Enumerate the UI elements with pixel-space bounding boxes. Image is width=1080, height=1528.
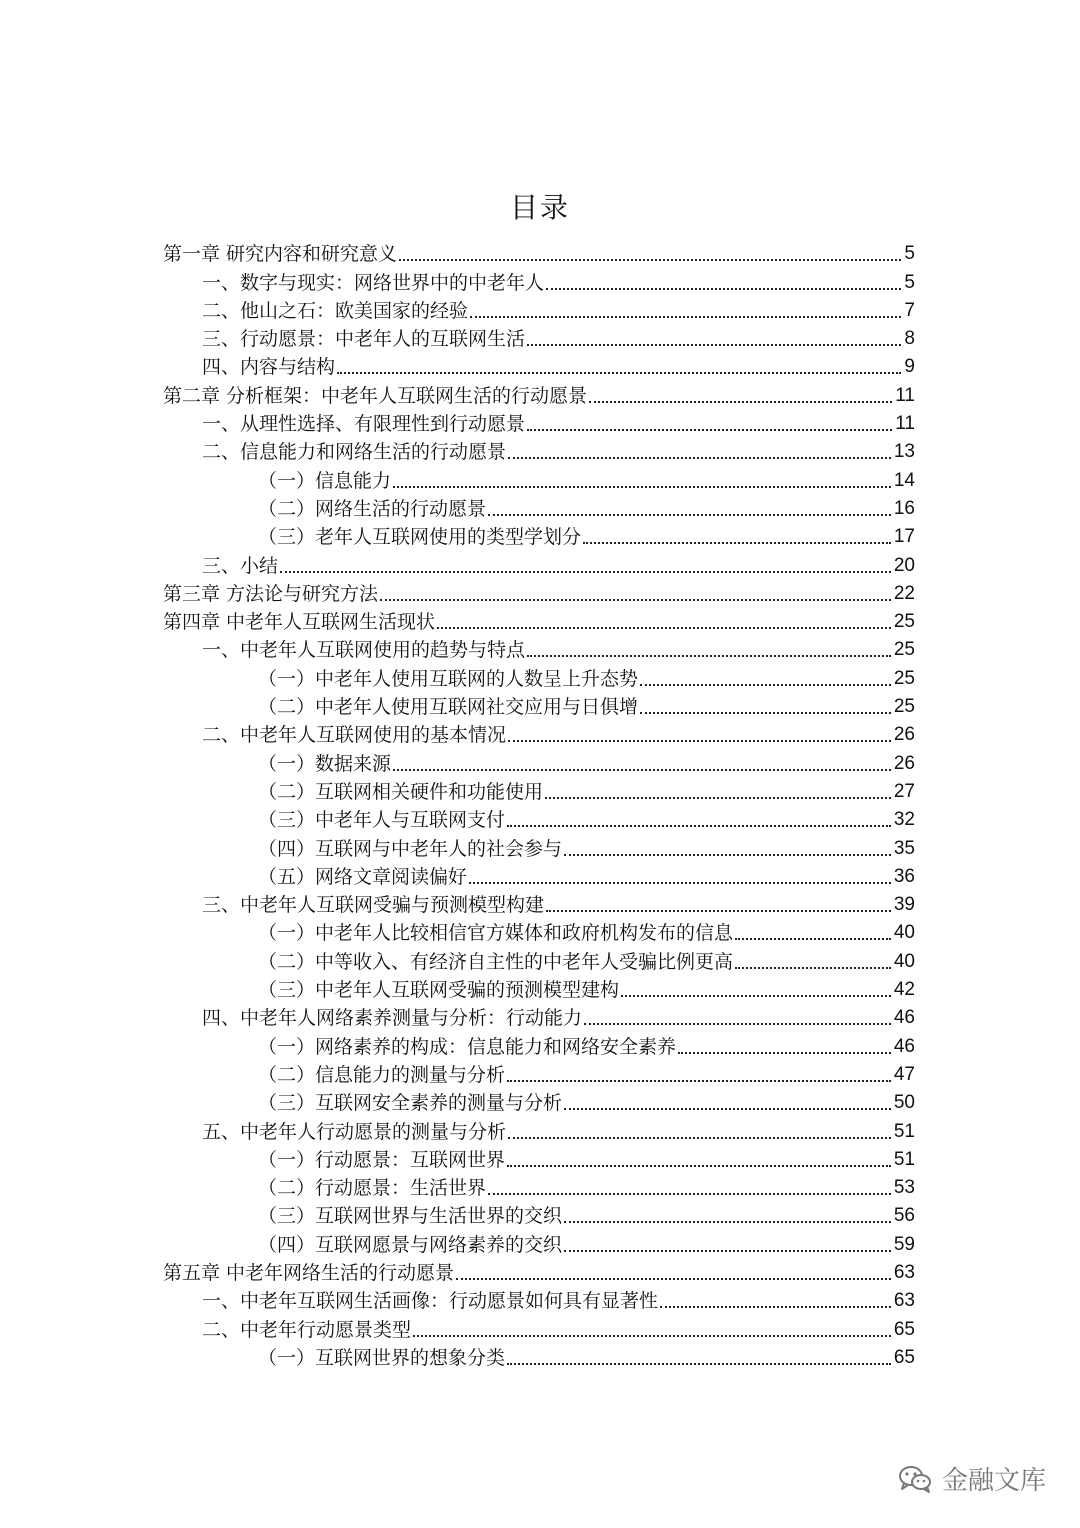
- toc-entry-title: （三）互联网世界与生活世界的交织: [258, 1205, 563, 1228]
- toc-leader-dots: [337, 372, 901, 374]
- toc-entry-title: （三）老年人互联网使用的类型学划分: [258, 526, 582, 549]
- toc-entry-title: 二、中老年行动愿景类型: [202, 1318, 412, 1341]
- toc-entry-page-number: 11: [895, 384, 915, 406]
- toc-entry-page-number: 22: [893, 582, 915, 604]
- toc-entry-title: （二）行动愿景：生活世界: [258, 1177, 487, 1200]
- toc-entry-page-number: 65: [893, 1318, 915, 1340]
- page-title: 目录: [509, 191, 570, 224]
- toc-entry[interactable]: [163, 436, 915, 464]
- toc-entry[interactable]: [163, 1030, 915, 1058]
- toc-entry[interactable]: [163, 889, 915, 917]
- toc-entry-page-number: 50: [893, 1092, 915, 1114]
- toc-entry-title: 一、数字与现实：网络世界中的中老年人: [202, 271, 545, 294]
- toc-entry-title: （二）中老年人使用互联网社交应用与日俱增: [258, 696, 639, 719]
- toc-leader-dots: [470, 316, 901, 318]
- toc-leader-dots: [527, 344, 901, 346]
- toc-entry-title: （一）中老年人比较相信官方媒体和政府机构发布的信息: [258, 922, 734, 945]
- toc-leader-dots: [413, 1335, 891, 1337]
- toc-entry[interactable]: [163, 238, 915, 266]
- toc-leader-dots: [589, 401, 892, 403]
- toc-entry-page-number: 56: [893, 1205, 915, 1227]
- toc-leader-dots: [508, 740, 891, 742]
- wechat-icon: [898, 1464, 932, 1494]
- toc-entry-page-number: 51: [893, 1120, 915, 1142]
- toc-entry[interactable]: [163, 1342, 915, 1370]
- toc-leader-dots: [508, 457, 891, 459]
- toc-entry-page-number: 53: [893, 1177, 915, 1199]
- toc-entry-title: （四）互联网愿景与网络素养的交织: [258, 1233, 563, 1256]
- toc-entry-page-number: 42: [893, 979, 915, 1001]
- toc-entry-page-number: 39: [893, 894, 915, 916]
- toc-leader-dots: [640, 684, 891, 686]
- toc-leader-dots: [508, 1137, 891, 1139]
- toc-entry-page-number: 9: [904, 356, 915, 378]
- toc-entry[interactable]: [163, 917, 915, 945]
- toc-entry-page-number: 26: [893, 752, 915, 774]
- toc-entry-title: （三）中老年人与互联网支付: [258, 809, 506, 832]
- toc-entry[interactable]: [163, 945, 915, 973]
- toc-entry-title: 第一章 研究内容和研究意义: [163, 243, 398, 266]
- toc-entry-page-number: 16: [893, 497, 915, 519]
- toc-entry-title: 第四章 中老年人互联网生活现状: [163, 611, 436, 634]
- toc-entry-title: （一）数据来源: [258, 752, 392, 775]
- toc-entry[interactable]: [163, 1115, 915, 1143]
- toc-entry[interactable]: [163, 266, 915, 294]
- toc-leader-dots: [393, 486, 891, 488]
- toc-leader-dots: [280, 571, 891, 573]
- toc-leader-dots: [469, 882, 891, 884]
- toc-leader-dots: [507, 1363, 891, 1365]
- toc-entry[interactable]: [163, 861, 915, 889]
- toc-entry-page-number: 5: [904, 271, 915, 293]
- toc-entry[interactable]: [163, 1257, 915, 1285]
- toc-entry-title: （一）互联网世界的想象分类: [258, 1346, 506, 1369]
- toc-entry[interactable]: [163, 1002, 915, 1030]
- toc-entry-page-number: 11: [895, 413, 915, 435]
- toc-entry-title: 第二章 分析框架：中老年人互联网生活的行动愿景: [163, 384, 588, 407]
- toc-entry-title: （三）中老年人互联网受骗的预测模型建构: [258, 979, 620, 1002]
- toc-leader-dots: [380, 599, 891, 601]
- toc-leader-dots: [583, 542, 891, 544]
- toc-leader-dots: [456, 1278, 891, 1280]
- toc-leader-dots: [640, 712, 891, 714]
- toc-entry[interactable]: [163, 464, 915, 492]
- toc-entry-page-number: 63: [893, 1261, 915, 1283]
- toc-entry-title: 五、中老年人行动愿景的测量与分析: [202, 1120, 507, 1143]
- toc-entry[interactable]: [163, 578, 915, 606]
- toc-leader-dots: [437, 627, 891, 629]
- watermark: [898, 1460, 1046, 1497]
- toc-entry-title: （二）中等收入、有经济自主性的中老年人受骗比例更高: [258, 950, 734, 973]
- toc-entry-page-number: 59: [893, 1233, 915, 1255]
- toc-entry[interactable]: [163, 634, 915, 662]
- toc-leader-dots: [488, 514, 891, 516]
- toc-leader-dots: [546, 288, 901, 290]
- toc-entry[interactable]: [163, 1059, 915, 1087]
- toc-entry-title: 三、小结: [202, 554, 279, 577]
- toc-leader-dots: [564, 1250, 891, 1252]
- toc-entry[interactable]: [163, 1087, 915, 1115]
- toc-entry-title: 一、中老年互联网生活画像：行动愿景如何具有显著性: [202, 1290, 659, 1313]
- toc-entry-page-number: 25: [893, 639, 915, 661]
- toc-entry[interactable]: [163, 351, 915, 379]
- toc-leader-dots: [660, 1306, 891, 1308]
- toc-leader-dots: [564, 1108, 891, 1110]
- toc-entry-title: （三）互联网安全素养的测量与分析: [258, 1092, 563, 1115]
- toc-entry-title: 三、中老年人互联网受骗与预测模型构建: [202, 894, 545, 917]
- toc-entry-page-number: 14: [893, 469, 915, 491]
- toc-entry-title: （一）中老年人使用互联网的人数呈上升态势: [258, 667, 639, 690]
- toc-entry-page-number: 35: [893, 837, 915, 859]
- toc-entry[interactable]: [163, 1228, 915, 1256]
- toc-entry[interactable]: [163, 521, 915, 549]
- toc-entry-page-number: 63: [893, 1290, 915, 1312]
- toc-entry-page-number: 13: [893, 441, 915, 463]
- toc-entry[interactable]: [163, 295, 915, 323]
- toc-entry-page-number: 65: [893, 1346, 915, 1368]
- toc-entry-page-number: 46: [893, 1035, 915, 1057]
- toc-entry-page-number: 5: [904, 243, 915, 265]
- toc-leader-dots: [564, 1221, 891, 1223]
- toc-entry[interactable]: [163, 323, 915, 351]
- toc-entry-title: （一）行动愿景：互联网世界: [258, 1148, 506, 1171]
- toc-entry[interactable]: [163, 719, 915, 747]
- toc-entry[interactable]: [163, 379, 915, 407]
- toc-entry-title: 二、信息能力和网络生活的行动愿景: [202, 441, 507, 464]
- toc-entry[interactable]: [163, 1200, 915, 1228]
- toc-entry-title: （一）信息能力: [258, 469, 392, 492]
- toc-entry-title: 二、中老年人互联网使用的基本情况: [202, 724, 507, 747]
- toc-leader-dots: [678, 1052, 891, 1054]
- toc-leader-dots: [507, 825, 891, 827]
- toc-leader-dots: [546, 910, 891, 912]
- toc-leader-dots: [621, 995, 891, 997]
- toc-entry-page-number: 17: [893, 526, 915, 548]
- toc-entry-page-number: 51: [893, 1148, 915, 1170]
- table-of-contents: [163, 238, 915, 1370]
- toc-leader-dots: [393, 769, 891, 771]
- toc-leader-dots: [735, 938, 891, 940]
- toc-entry[interactable]: [163, 776, 915, 804]
- toc-leader-dots: [545, 797, 891, 799]
- toc-entry-title: （一）网络素养的构成：信息能力和网络安全素养: [258, 1035, 677, 1058]
- toc-entry-page-number: 27: [893, 780, 915, 802]
- toc-entry-title: （五）网络文章阅读偏好: [258, 865, 468, 888]
- watermark-text: 金融文库: [941, 1466, 1046, 1496]
- toc-entry-title: 第五章 中老年网络生活的行动愿景: [163, 1261, 455, 1284]
- toc-entry-title: （二）网络生活的行动愿景: [258, 497, 487, 520]
- toc-entry-page-number: 25: [893, 696, 915, 718]
- toc-entry-title: 三、行动愿景：中老年人的互联网生活: [202, 328, 526, 351]
- toc-entry[interactable]: [163, 1144, 915, 1172]
- toc-leader-dots: [584, 1023, 891, 1025]
- toc-entry[interactable]: [163, 662, 915, 690]
- toc-leader-dots: [527, 655, 891, 657]
- toc-leader-dots: [507, 1165, 891, 1167]
- toc-entry-title: 一、从理性选择、有限理性到行动愿景: [202, 413, 526, 436]
- toc-leader-dots: [399, 259, 901, 261]
- toc-entry-page-number: 26: [893, 724, 915, 746]
- toc-entry[interactable]: [163, 832, 915, 860]
- toc-entry-title: 第三章 方法论与研究方法: [163, 582, 379, 605]
- toc-entry[interactable]: [163, 606, 915, 634]
- toc-entry-page-number: 46: [893, 1007, 915, 1029]
- toc-leader-dots: [527, 429, 892, 431]
- toc-entry-title: （二）互联网相关硬件和功能使用: [258, 780, 544, 803]
- toc-entry-title: 一、中老年人互联网使用的趋势与特点: [202, 639, 526, 662]
- toc-entry[interactable]: [163, 747, 915, 775]
- toc-entry[interactable]: [163, 691, 915, 719]
- toc-leader-dots: [564, 854, 891, 856]
- toc-entry-title: 四、中老年人网络素养测量与分析：行动能力: [202, 1007, 583, 1030]
- toc-entry-page-number: 36: [893, 865, 915, 887]
- toc-entry-page-number: 25: [893, 667, 915, 689]
- toc-entry-title: 四、内容与结构: [202, 356, 336, 379]
- toc-entry-page-number: 32: [893, 809, 915, 831]
- toc-entry-page-number: 40: [893, 950, 915, 972]
- toc-entry-page-number: 47: [893, 1063, 915, 1085]
- toc-entry-title: （二）信息能力的测量与分析: [258, 1063, 506, 1086]
- toc-entry-page-number: 7: [904, 299, 915, 321]
- toc-entry[interactable]: [163, 974, 915, 1002]
- toc-entry[interactable]: [163, 1285, 915, 1313]
- toc-entry-page-number: 40: [893, 922, 915, 944]
- toc-entry[interactable]: [163, 1313, 915, 1341]
- toc-entry[interactable]: [163, 804, 915, 832]
- toc-leader-dots: [488, 1193, 891, 1195]
- toc-entry-page-number: 8: [904, 328, 915, 350]
- toc-entry[interactable]: [163, 549, 915, 577]
- toc-leader-dots: [735, 967, 891, 969]
- toc-entry[interactable]: [163, 408, 915, 436]
- toc-entry[interactable]: [163, 1172, 915, 1200]
- toc-leader-dots: [507, 1080, 891, 1082]
- toc-entry-title: （四）互联网与中老年人的社会参与: [258, 837, 563, 860]
- toc-entry-page-number: 25: [893, 611, 915, 633]
- toc-entry-page-number: 20: [893, 554, 915, 576]
- toc-entry[interactable]: [163, 493, 915, 521]
- toc-entry-title: 二、他山之石：欧美国家的经验: [202, 299, 469, 322]
